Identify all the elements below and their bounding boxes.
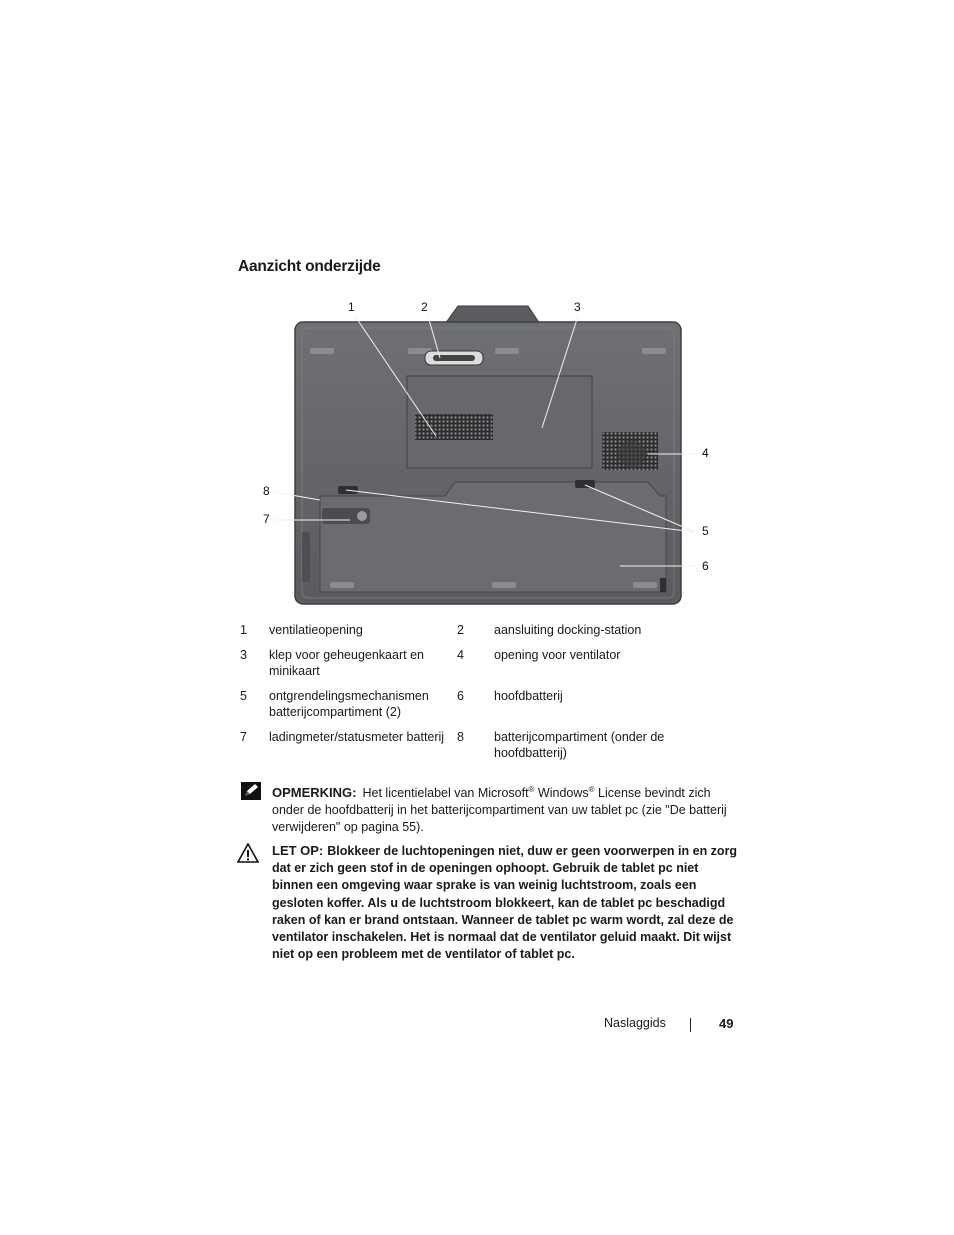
- laptop-bottom-illustration: [250, 296, 720, 614]
- legend-text: ventilatieopening: [269, 623, 363, 637]
- note-text: License bevindt zich onder de hoofdbatterij in het batterijcompartiment van uw tablet pc (zie "De batterij verwijderen" op pagina 55).: [272, 786, 727, 835]
- legend-text: klep voor geheugenkaart en minikaart: [269, 647, 424, 678]
- callout-1: 1: [348, 300, 355, 314]
- note-text: Het licentielabel van Microsoft: [362, 786, 529, 801]
- callout-4: 4: [702, 446, 709, 460]
- legend-number: 6: [457, 688, 464, 703]
- warning-triangle-icon: [237, 843, 259, 863]
- callout-6: 6: [702, 559, 709, 573]
- legend-number: 4: [457, 647, 464, 662]
- legend-number: 5: [240, 688, 247, 703]
- legend-number: 8: [457, 729, 464, 744]
- legend-row: [240, 729, 740, 770]
- callout-2: 2: [421, 300, 428, 314]
- callout-8: 8: [263, 484, 270, 498]
- page-number: 49: [719, 1016, 734, 1031]
- legend-number: 3: [240, 647, 247, 662]
- note-paragraph: [272, 781, 738, 836]
- footer-document-name: Naslaggids: [604, 1016, 666, 1030]
- legend-row: [240, 622, 740, 647]
- section-title: Aanzicht onderzijde: [238, 258, 381, 275]
- caution-label: LET OP:: [272, 843, 324, 858]
- footer-separator: [690, 1018, 691, 1032]
- legend-text: hoofdbatterij: [494, 688, 563, 703]
- laptop-bottom-figure: [250, 296, 720, 614]
- legend-number: 7: [240, 729, 247, 744]
- registered-mark: ®: [528, 785, 535, 794]
- legend-table: [240, 622, 740, 770]
- note-text: Windows: [534, 786, 589, 801]
- legend-row: [240, 647, 740, 688]
- legend-text: aansluiting docking-station: [494, 623, 642, 637]
- legend-text: ontgrendelingsmechanismen batterijcompartiment (2): [269, 688, 429, 719]
- legend-text: opening voor ventilator: [494, 647, 621, 662]
- pencil-note-icon: [240, 781, 262, 801]
- legend-row: [240, 688, 740, 729]
- caution-text: Blokkeer de luchtopeningen niet, duw er geen voorwerpen in en zorg dat er zich geen stof in de openingen ophoopt. Gebruik de tablet pc niet binnen een omgeving waar sprake is van weinig luchtstroom, zoals een gesloten koffer. Als u de luchtstroom blokkeert, kan de tablet pc beschadigd raken of kan er brand ontstaan. Wanneer de tablet pc warm wordt, zal deze de ventilator inschakelen. Het is normaal dat de ventilator geluid maakt. Dit wijst niet op een probleem met de ventilator of tablet pc.: [272, 844, 738, 962]
- legend-number: 1: [240, 623, 247, 637]
- legend-text: ladingmeter/statusmeter batterij: [269, 729, 445, 744]
- legend-text: batterijcompartiment (onder de hoofdbatterij): [494, 729, 665, 760]
- caution-paragraph: [272, 842, 742, 963]
- legend-number: 2: [457, 623, 464, 637]
- callout-3: 3: [574, 300, 581, 314]
- callout-7: 7: [263, 512, 270, 526]
- registered-mark: ®: [588, 785, 595, 794]
- note-label: OPMERKING:: [272, 785, 357, 801]
- callout-5: 5: [702, 524, 709, 538]
